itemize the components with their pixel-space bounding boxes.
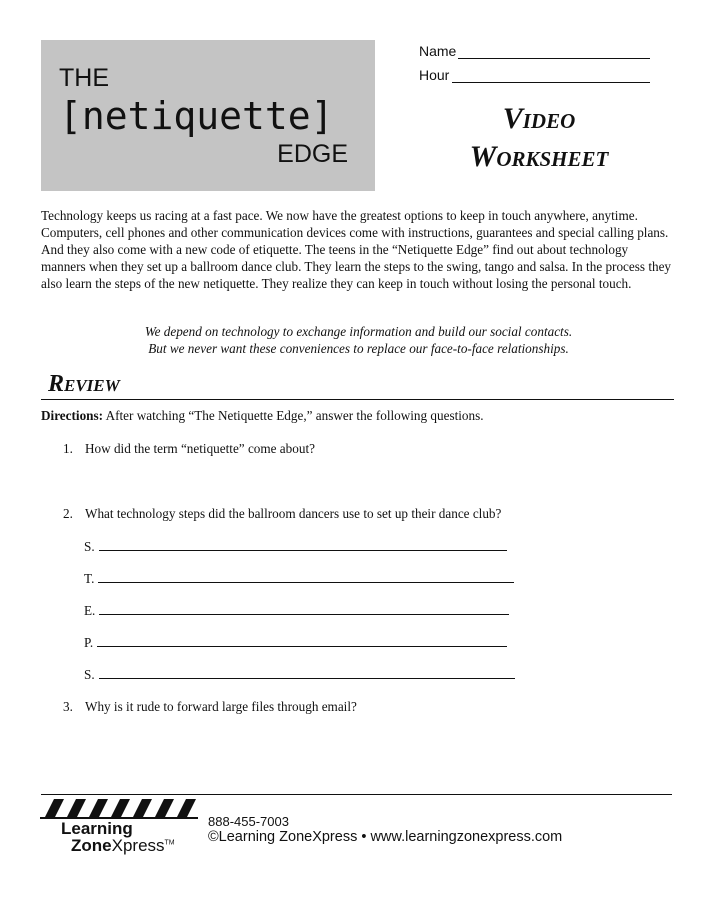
question-number: 2. <box>63 506 73 521</box>
question-3 <box>63 699 357 715</box>
title-netiquette: [netiquette] <box>59 94 334 138</box>
step-answer-line[interactable] <box>99 538 507 551</box>
title-edge: EDGE <box>277 140 348 168</box>
logo-xpress: Xpress <box>111 836 165 855</box>
name-field[interactable] <box>458 58 650 59</box>
directions-label: Directions: <box>41 408 104 423</box>
heading-worksheet: Worksheet <box>469 140 609 173</box>
quote-line-1: We depend on technology to exchange information and build our social contacts. <box>144 324 573 339</box>
hour-label: Hour <box>419 67 450 83</box>
step-letter: T. <box>84 571 95 586</box>
directions-text: After watching “The Netiquette Edge,” answer the following questions. <box>103 408 484 423</box>
question-1 <box>63 441 315 457</box>
quote-line-2: But we never want these conveniences to replace our face-to-face relationships. <box>148 341 569 356</box>
question-text: What technology steps did the ballroom dancers use to set up their dance club? <box>85 506 502 521</box>
logo-zone: Zone <box>71 836 112 855</box>
step-letter: S. <box>84 667 95 682</box>
step-letter: E. <box>84 603 96 618</box>
question-number: 3. <box>63 699 73 714</box>
question-text: How did the term “netiquette” come about? <box>85 441 315 456</box>
step-answer-line[interactable] <box>99 666 515 679</box>
footer-copyright: ©Learning ZoneXpress • www.learningzonexpress.com <box>208 829 563 845</box>
step-e <box>84 602 509 619</box>
step-s-1 <box>84 538 507 555</box>
logo-stripes-icon <box>40 799 200 819</box>
step-p <box>84 634 507 651</box>
step-answer-line[interactable] <box>99 602 509 615</box>
directions <box>41 408 484 424</box>
intro-paragraph: Technology keeps us racing at a fast pace. We now have the greatest options to keep in touch anywhere, anytime. Computers, cell phones and other communication devices come with instructions, guarantees and special calling plans. And they also come with a new code of etiquette. The teens in the “Netiquette Edge” find out about technology manners when they set up a ballroom dance club. They learn the steps to the swing, tango and salsa. In the process they also learn the steps of the new netiquette. They realize they can keep in touch without losing the personal touch. <box>41 208 672 291</box>
review-heading: Review <box>48 371 120 397</box>
footer-phone: 888-455-7003 <box>208 814 289 829</box>
step-answer-line[interactable] <box>97 634 507 647</box>
question-number: 1. <box>63 441 73 456</box>
heading-video: Video <box>502 102 576 135</box>
step-letter: P. <box>84 635 94 650</box>
step-answer-line[interactable] <box>98 570 514 583</box>
logo-learning: Learning <box>61 819 133 838</box>
question-2 <box>63 506 501 522</box>
question-text: Why is it rude to forward large files through email? <box>85 699 357 714</box>
footer-divider <box>41 794 672 795</box>
hour-field[interactable] <box>452 82 650 83</box>
review-divider <box>41 399 674 400</box>
title-the: THE <box>59 64 109 92</box>
step-s-2 <box>84 666 515 683</box>
name-label: Name <box>419 43 457 59</box>
step-t <box>84 570 514 587</box>
step-letter: S. <box>84 539 95 554</box>
title-logo-box <box>41 40 375 191</box>
logo-zonexpress <box>71 836 175 856</box>
logo-trademark: TM <box>164 839 175 847</box>
